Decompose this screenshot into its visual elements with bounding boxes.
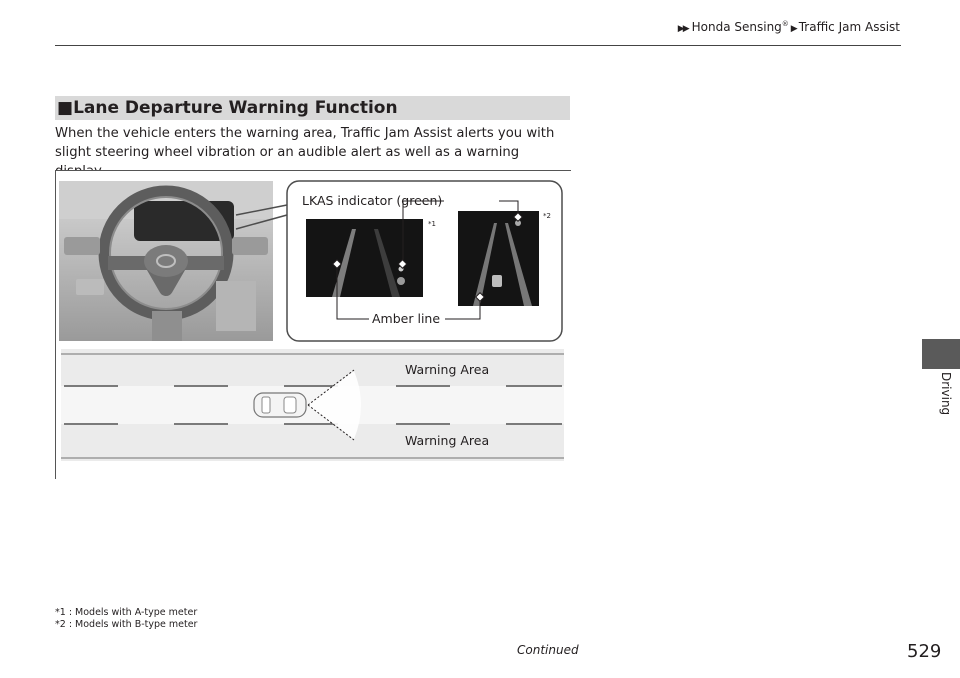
continued-label: Continued	[517, 643, 579, 657]
breadcrumb-item-honda-sensing[interactable]: Honda Sensing	[691, 20, 782, 34]
section-marker-icon: ■	[57, 98, 74, 118]
arrow-icon: ▶	[790, 24, 796, 34]
registered-mark: ®	[781, 20, 789, 28]
meter-a-footnote-ref: *1	[428, 220, 436, 228]
chapter-tab[interactable]	[922, 339, 960, 369]
footnote-2: *2 : Models with B-type meter	[55, 619, 198, 630]
section-body: When the vehicle enters the warning area, Traffic Jam Assist alerts you with slight steering wheel vibration or an audible alert as well as a warning	[55, 126, 555, 160]
amber-line-label: Amber line	[372, 311, 441, 326]
section-title	[57, 96, 398, 120]
meter-callout	[236, 181, 562, 341]
section-title-text: Lane Departure Warning Function	[73, 98, 398, 118]
footnote-1: *1 : Models with A-type meter	[55, 607, 198, 618]
page-number: 529	[907, 641, 942, 662]
lkas-indicator-label: LKAS indicator (green)	[302, 193, 443, 208]
warning-area-bottom-label: Warning Area	[405, 433, 490, 448]
dashboard-illustration	[59, 181, 273, 341]
lane-departure-figure	[55, 170, 571, 479]
meter-a-display	[306, 219, 423, 297]
warning-area-top-label: Warning Area	[405, 362, 490, 377]
road-diagram	[61, 349, 564, 461]
breadcrumb-item-traffic-jam-assist[interactable]: Traffic Jam Assist	[798, 20, 900, 34]
footnotes	[55, 607, 197, 631]
vehicle-icon	[254, 393, 306, 417]
header-rule	[55, 45, 901, 46]
meter-b-footnote-ref: *2	[543, 212, 551, 220]
chapter-tab-label: Driving	[939, 372, 953, 416]
breadcrumb	[678, 20, 900, 34]
double-arrow-icon: ▶▶	[677, 24, 688, 34]
